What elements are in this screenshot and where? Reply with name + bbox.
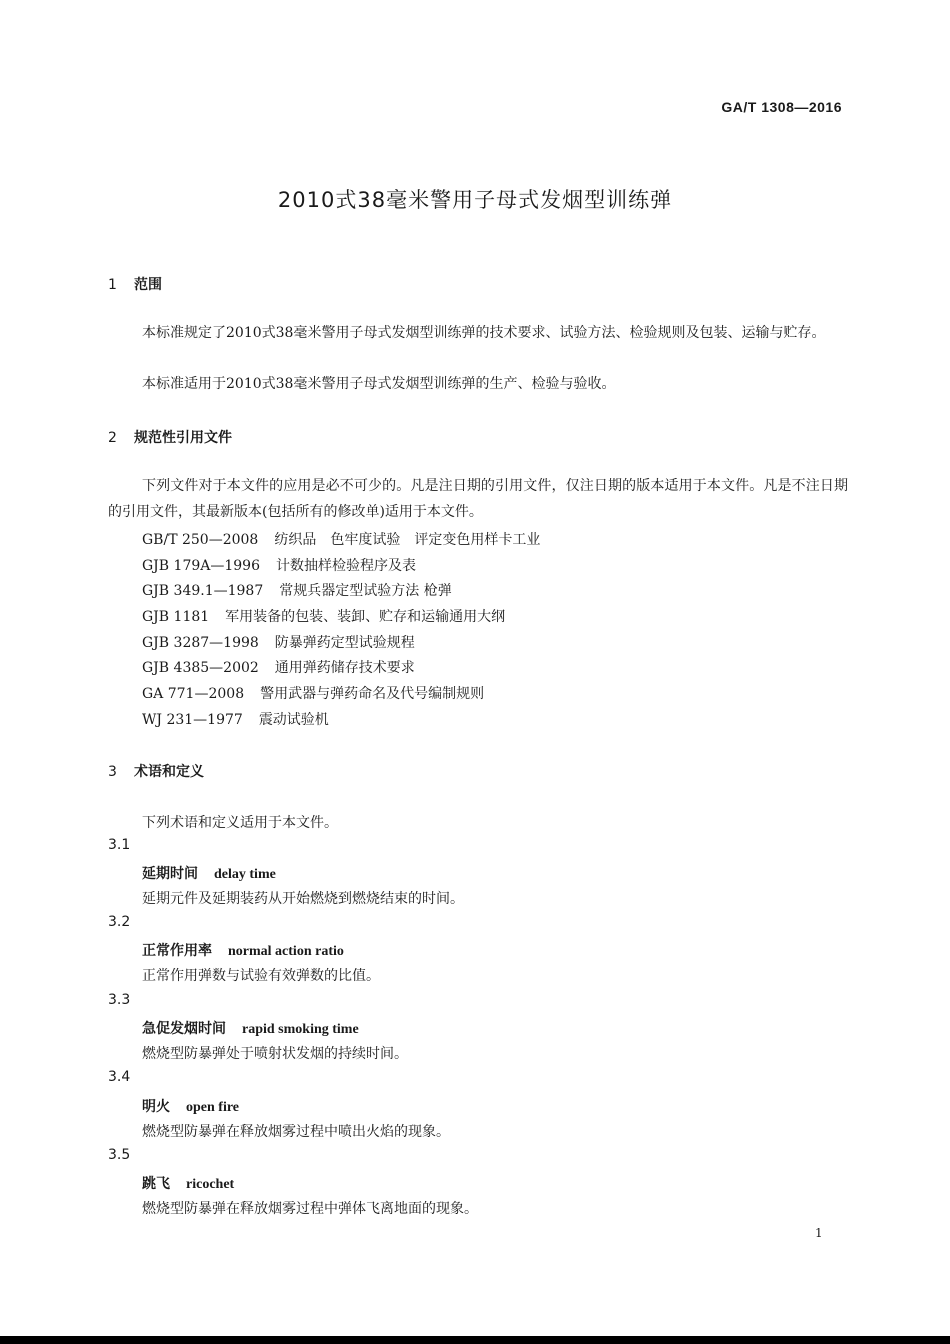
ref-name: 纺织品 色牢度试验 评定变色用样卡工业 xyxy=(274,532,541,548)
clause-number: 3.4 xyxy=(108,1069,131,1085)
ref-item xyxy=(142,657,415,677)
section-1-heading xyxy=(108,274,162,294)
ref-item xyxy=(142,580,452,600)
bottom-edge-bar xyxy=(0,1336,950,1344)
clause-number: 3.1 xyxy=(108,837,131,853)
term-definition: 燃烧型防暴弹在释放烟雾过程中喷出火焰的现象。 xyxy=(142,1124,450,1140)
term-title xyxy=(142,1173,234,1193)
term-definition: 正常作用弹数与试验有效弹数的比值。 xyxy=(142,968,380,984)
term-definition: 燃烧型防暴弹处于喷射状发烟的持续时间。 xyxy=(142,1046,408,1062)
standard-code: GA/T 1308—2016 xyxy=(721,99,842,115)
term-title xyxy=(142,1096,239,1116)
section-2-heading xyxy=(108,427,232,447)
section-2-title: 规范性引用文件 xyxy=(134,430,232,446)
term-definition: 延期元件及延期装药从开始燃烧到燃烧结束的时间。 xyxy=(142,891,464,907)
clause-number: 3.3 xyxy=(108,992,131,1008)
term-zh: 明火 xyxy=(142,1099,170,1115)
clause-number: 3.2 xyxy=(108,914,131,930)
ref-code: GB/T 250—2008 xyxy=(142,532,259,548)
section-3-number: 3 xyxy=(108,764,117,780)
term-en: normal action ratio xyxy=(228,944,344,959)
term-title xyxy=(142,1018,359,1038)
term-definition: 燃烧型防暴弹在释放烟雾过程中弹体飞离地面的现象。 xyxy=(142,1201,478,1217)
term-zh: 延期时间 xyxy=(142,866,198,882)
ref-name: 警用武器与弹药命名及代号编制规则 xyxy=(260,686,485,702)
clause-number: 3.5 xyxy=(108,1147,131,1163)
ref-item xyxy=(142,529,540,549)
term-zh: 急促发烟时间 xyxy=(142,1021,226,1037)
document-title: 2010式38毫米警用子母式发烟型训练弹 xyxy=(277,188,673,212)
ref-item xyxy=(142,709,329,729)
ref-code: GJB 179A—1996 xyxy=(142,558,260,574)
section-1-number: 1 xyxy=(108,277,117,293)
ref-name: 通用弹药储存技术要求 xyxy=(274,660,415,676)
ref-name: 军用装备的包装、装卸、贮存和运输通用大纲 xyxy=(225,609,506,625)
ref-code: WJ 231—1977 xyxy=(142,712,243,728)
ref-name: 常规兵器定型试验方法 枪弹 xyxy=(279,583,452,599)
section-3-title: 术语和定义 xyxy=(134,764,204,780)
term-en: open fire xyxy=(186,1100,240,1115)
term-title xyxy=(142,863,276,883)
ref-code: GJB 349.1—1987 xyxy=(142,583,264,599)
ref-item xyxy=(142,632,415,652)
term-title xyxy=(142,940,344,960)
ref-name: 震动试验机 xyxy=(258,712,329,728)
refs-intro: 下列文件对于本文件的应用是必不可少的。凡是注日期的引用文件，仅注日期的版本适用于本文件。凡是不注日期的引用文件，其最新版本(包括所有的修改单)适用于本文件。 xyxy=(108,478,848,520)
ref-code: GA 771—2008 xyxy=(142,686,245,702)
term-en: rapid smoking time xyxy=(242,1022,359,1037)
ref-code: GJB 4385—2002 xyxy=(142,660,259,676)
section-1-title: 范围 xyxy=(134,277,162,293)
ref-name: 防暴弹药定型试验规程 xyxy=(274,635,415,651)
ref-code: GJB 1181 xyxy=(142,609,210,625)
term-zh: 正常作用率 xyxy=(142,943,212,959)
ref-item xyxy=(142,683,484,703)
scope-paragraph-2: 本标准适用于2010式38毫米警用子母式发烟型训练弹的生产、检验与验收。 xyxy=(142,376,616,392)
terms-intro: 下列术语和定义适用于本文件。 xyxy=(142,815,338,831)
page-number: 1 xyxy=(815,1226,823,1240)
term-en: ricochet xyxy=(186,1177,235,1192)
term-zh: 跳飞 xyxy=(142,1176,170,1192)
term-en: delay time xyxy=(214,867,276,882)
ref-name: 计数抽样检验程序及表 xyxy=(276,558,416,574)
section-3-heading xyxy=(108,761,204,781)
ref-item xyxy=(142,555,416,575)
scope-paragraph-1: 本标准规定了2010式38毫米警用子母式发烟型训练弹的技术要求、试验方法、检验规则及包装、运输与贮存。 xyxy=(142,325,826,341)
ref-item xyxy=(142,606,505,626)
ref-code: GJB 3287—1998 xyxy=(142,635,259,651)
section-2-number: 2 xyxy=(108,430,117,446)
